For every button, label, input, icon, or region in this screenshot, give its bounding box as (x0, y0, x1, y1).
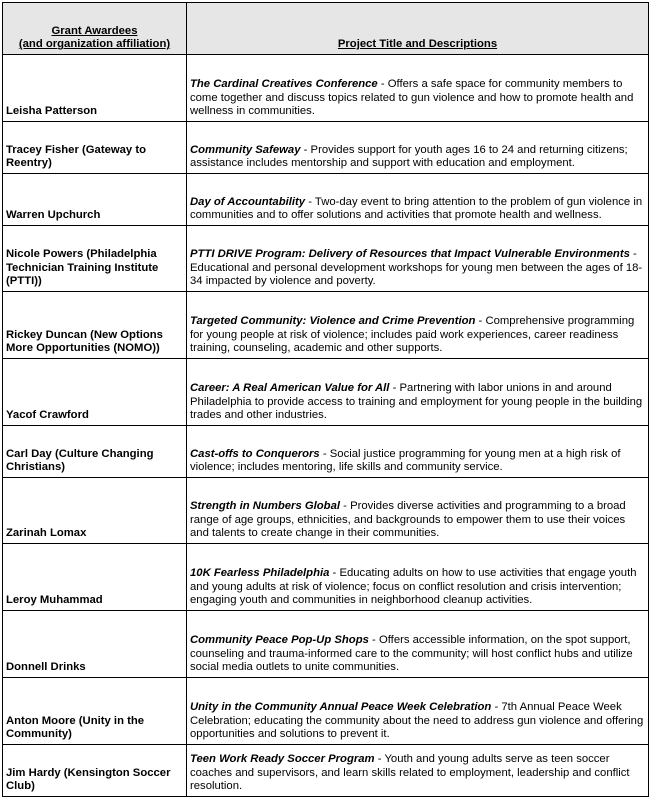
project-title: Targeted Community: Violence and Crime Prevention (190, 315, 476, 328)
project-description-cell: 10K Fearless Philadelphia - Educating adults on how to use activities that engage youth and young adults at risk of violence; focus on conflict resolution and crisis intervention; engaging youth and communities in neighborhood cleanup activities. (187, 544, 649, 611)
project-description-cell: Day of Accountability - Two-day event to bring attention to the problem of gun violence in communities and to offer solutions and activities that promote health and wellness. (187, 174, 649, 226)
table-row (3, 292, 649, 359)
grant-awardees-table (2, 2, 649, 797)
table-row (3, 544, 649, 611)
project-description-cell: Career: A Real American Value for All - Partnering with labor unions in and around Philadelphia to provide access to training and employment for young people in the building trades and other industries. (187, 359, 649, 426)
table-row (3, 226, 649, 292)
project-title: Day of Accountability (190, 195, 306, 208)
table-row (3, 55, 649, 122)
awardee-name: Rickey Duncan (New Options More Opportunities (NOMO)) (3, 292, 187, 359)
project-description-cell: Community Safeway - Provides support for youth ages 16 to 24 and returning citizens; assistance includes mentorship and support with education and employment. (187, 122, 649, 174)
project-description-cell: Unity in the Community Annual Peace Week Celebration - 7th Annual Peace Week Celebration; educating the community about the need to address gun violence and offering opportunities and solutions to prevent it. (187, 678, 649, 745)
project-title: Community Peace Pop-Up Shops (190, 634, 369, 647)
header-awardees-line2: (and organization affiliation) (18, 38, 171, 51)
project-description: Provides support for youth ages 16 to 24 and returning citizens; assistance includes mentorship and support with education and employment. (190, 143, 628, 170)
project-description: Social justice programming for young men at a high risk of violence; includes mentoring, life skills and community service. (190, 447, 621, 474)
project-description-cell: Cast-offs to Conquerors - Social justice programming for young men at a high risk of violence; includes mentoring, life skills and community service. (187, 426, 649, 478)
table-row (3, 478, 649, 544)
project-title: Teen Work Ready Soccer Program (190, 753, 375, 766)
header-row (3, 3, 649, 55)
awardee-name: Zarinah Lomax (3, 478, 187, 544)
project-description: Provides diverse activities and programming to a broad range of age groups, ethnicities, and backgrounds to empower them to use their voices and talents to create change in their communities. (190, 500, 626, 540)
project-description-cell: PTTI DRIVE Program: Delivery of Resources that Impact Vulnerable Environments - Educational and personal development workshops for young men between the ages of 18-34 impacted by violence and poverty. (187, 226, 649, 292)
awardee-name: Donnell Drinks (3, 611, 187, 678)
awardee-name: Leroy Muhammad (3, 544, 187, 611)
header-awardees-line1: Grant Awardees (51, 24, 138, 37)
table-row (3, 745, 649, 797)
project-description: Educating adults on how to use activities that engage youth and young adults at risk of violence; focus on conflict resolution and crisis intervention; engaging youth and communities in neighborhood cleanup activities. (190, 567, 637, 607)
project-description-cell: Targeted Community: Violence and Crime Prevention - Comprehensive programming for young people at risk of violence; includes paid work experiences, career readiness training, counseling, academic and other supports. (187, 292, 649, 359)
project-description: Educational and personal development workshops for young men between the ages of 18-34 impacted by violence and poverty. (190, 261, 643, 288)
project-title: Cast-offs to Conquerors (190, 447, 320, 460)
awardee-name: Leisha Patterson (3, 55, 187, 122)
table-row (3, 678, 649, 745)
table-body (3, 55, 649, 797)
table-row (3, 426, 649, 478)
project-title: Strength in Numbers Global (190, 500, 341, 513)
table-row (3, 611, 649, 678)
project-title: PTTI DRIVE Program: Delivery of Resources that Impact Vulnerable Environments (190, 248, 630, 261)
project-description: Offers a safe space for community members to come together and discuss topics related to gun violence and how to promote health and wellness in communities. (190, 78, 634, 118)
header-awardees (3, 3, 187, 55)
awardee-name: Carl Day (Culture Changing Christians) (3, 426, 187, 478)
table-row (3, 174, 649, 226)
awardee-name: Anton Moore (Unity in the Community) (3, 678, 187, 745)
project-description-cell: The Cardinal Creatives Conference - Offers a safe space for community members to come together and discuss topics related to gun violence and how to promote health and wellness in communities. (187, 55, 649, 122)
project-description: Offers accessible information, on the spot support, counseling and trauma-informed care to the community; will host conflict hubs and utilize social media outlets to unite communities. (190, 634, 633, 674)
project-title: The Cardinal Creatives Conference (190, 78, 378, 91)
awardee-name: Warren Upchurch (3, 174, 187, 226)
header-project: Project Title and Descriptions (187, 3, 649, 55)
table-row (3, 122, 649, 174)
project-description: Youth and young adults serve as teen soccer coaches and supervisors, and learn skills related to employment, leadership and conflict resolution. (190, 753, 630, 793)
project-description: Partnering with labor unions in and around Philadelphia to provide access to training and employment for young people in the building trades and other industries. (190, 382, 643, 422)
project-description: Two-day event to bring attention to the problem of gun violence in communities and to offer solutions and activities that promote health and wellness. (190, 195, 643, 222)
project-title: Career: A Real American Value for All (190, 382, 390, 395)
awardee-name: Jim Hardy (Kensington Soccer Club) (3, 745, 187, 797)
awardee-name: Yacof Crawford (3, 359, 187, 426)
project-description-cell: Strength in Numbers Global - Provides diverse activities and programming to a broad range of age groups, ethnicities, and backgrounds to empower them to use their voices and talents to create change in their communities. (187, 478, 649, 544)
project-description: Comprehensive programming for young people at risk of violence; includes paid work experiences, career readiness training, counseling, academic and other supports. (190, 315, 635, 355)
project-title: 10K Fearless Philadelphia (190, 567, 330, 580)
project-title: Community Safeway (190, 143, 301, 156)
awardee-name: Nicole Powers (Philadelphia Technician Training Institute (PTTI)) (3, 226, 187, 292)
table-row (3, 359, 649, 426)
project-description: 7th Annual Peace Week Celebration; educating the community about the need to address gun violence and offering opportunities and solutions to prevent it. (190, 701, 644, 741)
awardee-name: Tracey Fisher (Gateway to Reentry) (3, 122, 187, 174)
project-title: Unity in the Community Annual Peace Week Celebration (190, 701, 492, 714)
project-description-cell: Community Peace Pop-Up Shops - Offers accessible information, on the spot support, counseling and trauma-informed care to the community; will host conflict hubs and utilize social media outlets to unite communities. (187, 611, 649, 678)
project-description-cell: Teen Work Ready Soccer Program - Youth and young adults serve as teen soccer coaches and supervisors, and learn skills related to employment, leadership and conflict resolution. (187, 745, 649, 797)
